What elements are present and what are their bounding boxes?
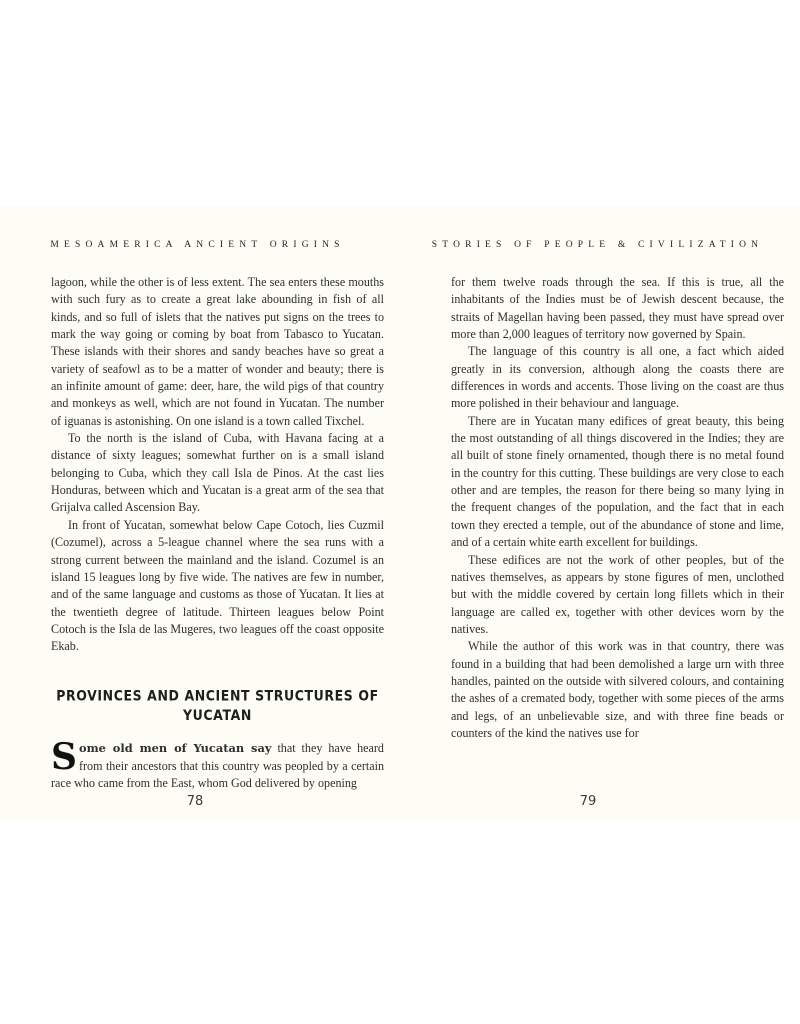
running-head-right: STORIES OF PEOPLE & CIVILIZATION — [431, 240, 764, 250]
paragraph: for them twelve roads through the sea. If this is true, all the inhabitants of the Indies must be of Jewish descent because, the straits of Magellan having been passed, they must have spread over more than 2,000 leagues of territory now governed by Spain. — [451, 275, 784, 342]
lead-in-text: ome old men of Yucatan say — [79, 741, 272, 756]
paragraph: lagoon, while the other is of less extent. The sea enters these mouths with such fury as to create a great lake abounding in fish of all kinds, and so full of islets that the natives put signs on the trees to mark the way going or coming by boat from Tabasco to Yucatan. These islands with their shores and sandy beaches have so great a variety of seafowl as to be a matter of wonder and beauty; there is an infinite amount of game: deer, hare, the wild pigs of that country and monkeys as well, which are not found in Yucatan. The number of iguanas is astonishing. On one island is a town called Tixchel. — [51, 275, 384, 428]
paragraph: These edifices are not the work of other peoples, but of the natives themselves, as appears by stone figures of men, unclothed but with the middle covered by certain long fillets which in their language are called ex, together with other devices worn by the natives. — [451, 552, 784, 636]
section-heading: PROVINCES AND ANCIENT STRUCTURES OF YUCATAN — [56, 686, 379, 724]
paragraph: There are in Yucatan many edifices of great beauty, this being the most outstanding of all things discovered in the Indies; they are all built of stone finely ornamented, though there is no metal found in the country for this cutting. These buildings are very close to each other and are temples, the reason for there being so many lying in the frequent changes of the population, and the fact that in each town they erected a temple, out of the abundance of stone and lime, and of a certain white earth excellent for buildings. — [451, 413, 784, 550]
running-head-left: MESOAMERICA ANCIENT ORIGINS — [50, 240, 345, 250]
paragraph-text: that they have heard from their ancestors that this country was peopled by a certain race who came from the East, whom God delivered by opening — [51, 741, 384, 790]
left-page — [0, 206, 400, 819]
drop-cap: S — [51, 736, 77, 779]
paragraph: To the north is the island of Cuba, with Havana facing at a distance of sixty leagues; somewhat further on is a small island belonging to Cuba, which they call Isla de Pinos. At the cast lies Honduras, between which and Yucatan is a great arm of the sea that Grijalva called Ascension Bay. — [51, 431, 384, 515]
section-opening-paragraph — [51, 736, 384, 792]
page-number-left: 78 — [186, 794, 204, 809]
left-page-body — [51, 274, 384, 792]
right-page — [400, 206, 800, 819]
page-number-right: 79 — [579, 794, 597, 809]
paragraph: In front of Yucatan, somewhat below Cape Cotoch, lies Cuzmil (Cozumel), across a 5-league channel where the sea runs with a strong current between the mainland and the island. Cozumel is an island 15 leagues long by five wide. The natives are few in number, and of the same language and customs as those of Yucatan. It lies at the twentieth degree of latitude. Thirteen leagues below Point Cotoch is the Isla de las Mugeres, two leagues off the coast opposite Ekab. — [51, 517, 384, 654]
right-page-body — [451, 274, 784, 742]
book-spread — [0, 206, 800, 819]
paragraph: The language of this country is all one, a fact which aided greatly in its conversion, although along the coasts there are differences in words and accents. Those living on the coast are thus more polished in their behaviour and language. — [451, 344, 784, 411]
paragraph: While the author of this work was in that country, there was found in a building that had been demolished a large urn with three handles, painted on the outside with silvered colours, and containing the ashes of a cremated body, together with some pieces of the arms and legs, of an unbelievable size, and with three fine beads or counters of the kind the natives use for — [451, 639, 784, 740]
